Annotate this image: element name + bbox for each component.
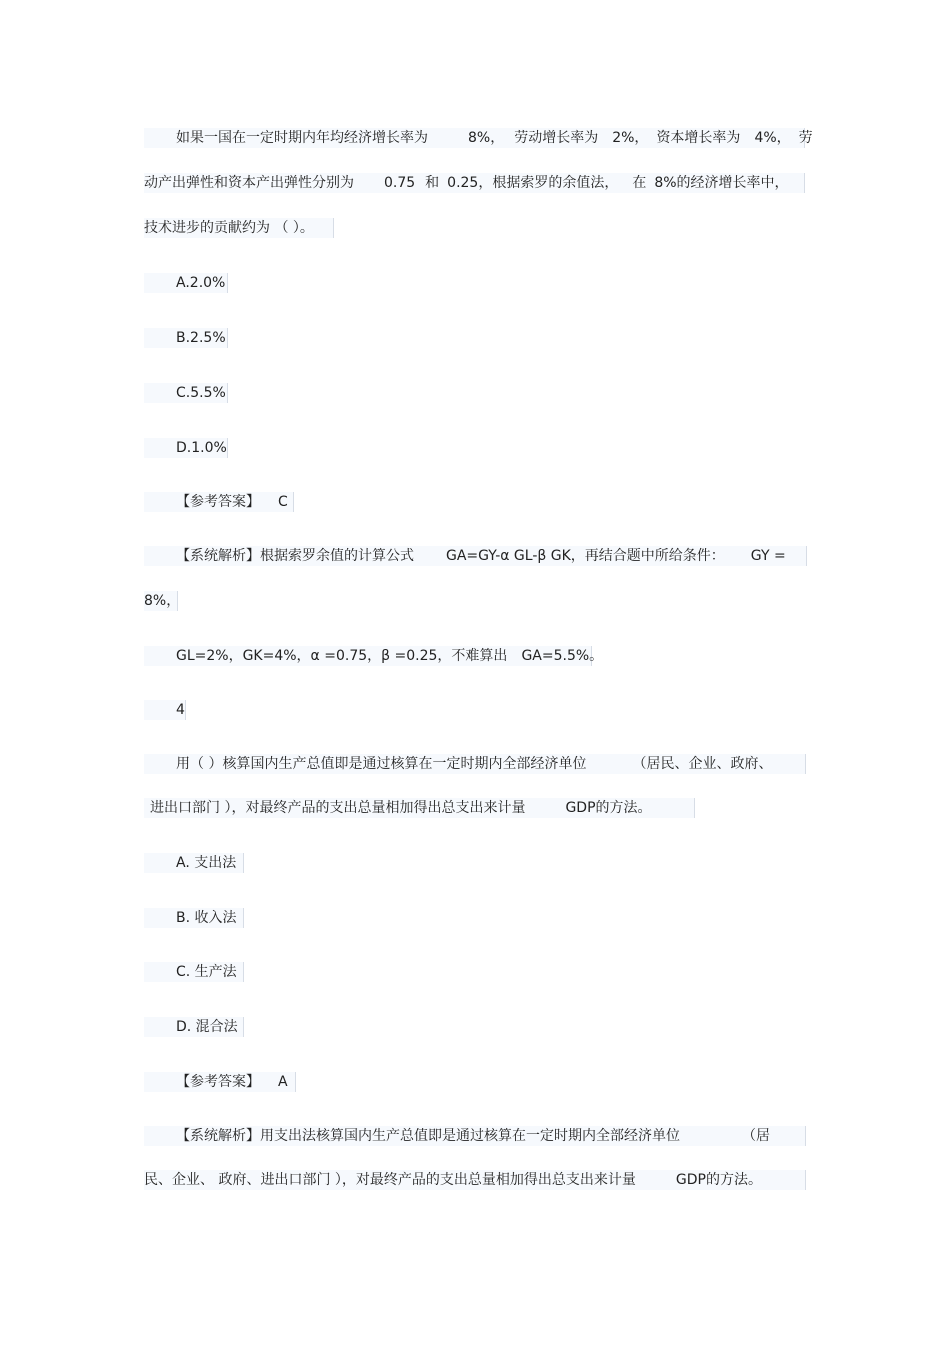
analysis-text: （居	[742, 1128, 770, 1144]
q1-stem-text: 技术进步的贡献约为 （ ）。	[144, 220, 314, 236]
q2-analysis-line-2	[144, 1170, 806, 1190]
q1-analysis-line-3	[144, 646, 604, 666]
q1-stem-line-1	[144, 128, 813, 148]
question-number-text: 4	[176, 702, 185, 718]
q2-option-a	[144, 853, 244, 873]
q1-stem-text: 动产出弹性和资本产出弹性分别为	[144, 175, 354, 191]
answer-label: 【参考答案】	[176, 1074, 260, 1090]
question-number	[144, 700, 186, 720]
analysis-text: GA=5.5%。	[521, 648, 604, 664]
q1-option-c	[144, 383, 228, 403]
q2-answer	[144, 1072, 296, 1092]
q1-stem-text: 8%，	[468, 130, 505, 146]
q1-stem-line-3	[144, 218, 334, 238]
analysis-text: 8%，	[144, 593, 181, 609]
option-label: C.5.5%	[176, 385, 226, 401]
q1-option-b	[144, 328, 228, 348]
option-label: B.2.5%	[176, 330, 226, 346]
analysis-text: GY =	[750, 548, 786, 564]
q1-stem-text: 0.25，根据索罗的余值法，	[447, 175, 619, 191]
analysis-text: 【系统解析】根据索罗余值的计算公式	[176, 548, 414, 564]
q1-stem-text: 0.75	[384, 175, 416, 191]
q2-stem-text: 进出口部门 ），对最终产品的支出总量相加得出总支出来计量	[150, 800, 526, 816]
option-label: D.1.0%	[176, 440, 227, 456]
analysis-text: 【系统解析】用支出法核算国内生产总值即是通过核算在一定时期内全部经济单位	[176, 1128, 680, 1144]
option-label: D. 混合法	[176, 1019, 238, 1035]
q2-analysis-line-1	[144, 1126, 806, 1146]
analysis-text: GL=2%，GK=4%，α =0.75，β =0.25，不难算出	[176, 648, 508, 664]
answer-value: C	[278, 494, 288, 510]
q1-answer	[144, 492, 294, 512]
q2-stem-line-2	[144, 798, 695, 818]
q1-stem-text: 资本增长率为	[656, 130, 741, 146]
q1-stem-text: 8%的经济增长率中，	[654, 175, 789, 191]
q1-stem-text: 2%，	[612, 130, 649, 146]
q1-stem-line-2	[144, 173, 805, 193]
q1-stem-text: 和	[425, 175, 440, 191]
q1-stem-text: 劳动增长率为	[514, 130, 599, 146]
q1-stem-text: 在	[632, 175, 647, 191]
option-label: A. 支出法	[176, 855, 237, 871]
q2-stem-text: （居民、企业、政府、	[632, 756, 773, 772]
option-label: C. 生产法	[176, 964, 237, 980]
option-label: A.2.0%	[176, 275, 226, 291]
answer-value: A	[278, 1074, 288, 1090]
q1-stem-text: 4%，	[754, 130, 791, 146]
q1-option-d	[144, 438, 228, 458]
analysis-text: 民、企业、 政府、进出口部门 ），对最终产品的支出总量相加得出总支出来计量	[144, 1172, 636, 1188]
q1-analysis-line-1	[144, 546, 807, 566]
q1-stem-text: 劳	[798, 130, 813, 146]
option-label: B. 收入法	[176, 910, 237, 926]
q1-option-a	[144, 273, 228, 293]
analysis-text: GA=GY-α GL-β GK，再结合题中所给条件：	[446, 548, 725, 564]
q1-stem-text: 如果一国在一定时期内年均经济增长率为	[176, 130, 428, 146]
q1-analysis-line-2	[144, 591, 181, 611]
q2-option-d	[144, 1017, 244, 1037]
q2-stem-text: 用（ ）核算国内生产总值即是通过核算在一定时期内全部经济单位	[176, 756, 587, 772]
q2-stem-text: GDP的方法。	[565, 800, 652, 816]
answer-label: 【参考答案】	[176, 494, 260, 510]
q2-option-b	[144, 908, 244, 928]
q2-option-c	[144, 962, 244, 982]
q2-stem-line-1	[144, 754, 806, 774]
analysis-text: GDP的方法。	[675, 1172, 762, 1188]
